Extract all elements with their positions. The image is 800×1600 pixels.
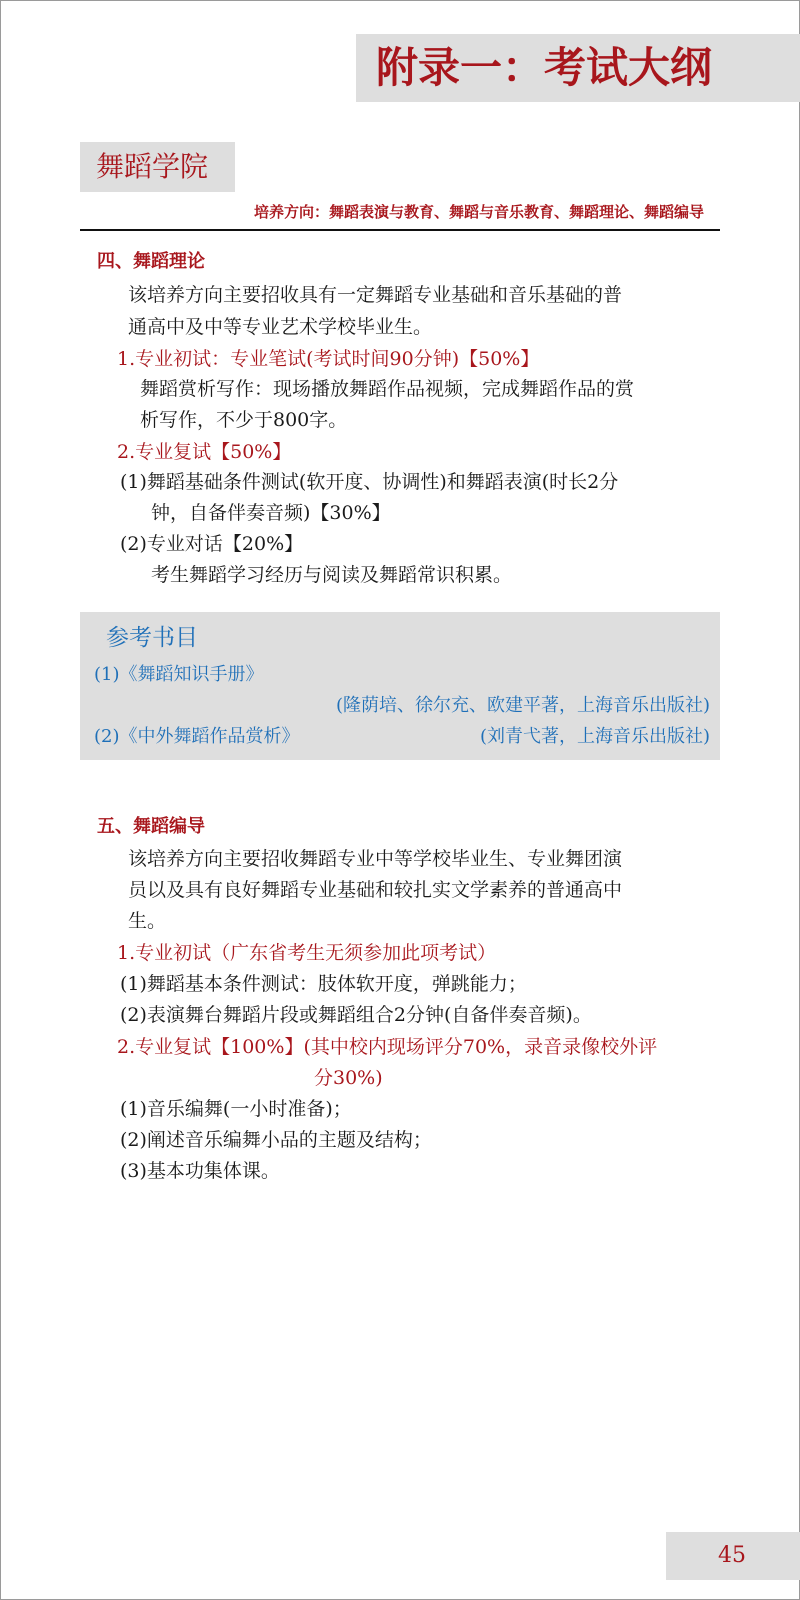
section-four-prelim-title: 1.专业初试：专业笔试(考试时间90分钟)【50%】 <box>117 348 540 370</box>
section-four-prelim-line: 舞蹈赏析写作：现场播放舞蹈作品视频，完成舞蹈作品的赏 <box>140 378 635 400</box>
section-five-prelim-title: 1.专业初试（广东省考生无须参加此项考试） <box>117 942 497 964</box>
section-four-retest-item-detail: 考生舞蹈学习经历与阅读及舞蹈常识积累。 <box>151 564 513 586</box>
section-five-intro-line: 生。 <box>128 910 167 932</box>
section-five-intro-line: 该培养方向主要招收舞蹈专业中等学校毕业生、专业舞团演 <box>128 848 623 870</box>
section-five-retest-title: 2.专业复试【100%】(其中校内现场评分70%，录音录像校外评 <box>117 1036 658 1058</box>
section-four-retest-item-cont: 钟，自备伴奏音频)【30%】 <box>151 502 391 524</box>
section-four-retest-item: (1)舞蹈基础条件测试(软开度、协调性)和舞蹈表演(时长2分 <box>120 471 619 493</box>
reference-book: (1)《舞蹈知识手册》 <box>94 664 264 685</box>
section-five-retest-item: (1)音乐编舞(一小时准备)； <box>120 1098 352 1120</box>
section-five-prelim-item: (2)表演舞台舞蹈片段或舞蹈组合2分钟(自备伴奏音频)。 <box>120 1004 592 1026</box>
appendix-title: 附录一：考试大纲 <box>376 43 713 92</box>
reference-author: (隆荫培、徐尔充、欧建平著，上海音乐出版社) <box>335 695 710 716</box>
section-five-intro-line: 员以及具有良好舞蹈专业基础和较扎实文学素养的普通高中 <box>128 879 623 901</box>
section-five-retest-item: (2)阐述音乐编舞小品的主题及结构； <box>120 1129 432 1151</box>
college-box <box>80 142 235 192</box>
section-five-retest-title-cont: 分30%) <box>314 1067 383 1089</box>
section-four-prelim-line: 析写作，不少于800字。 <box>140 409 348 431</box>
section-five-retest-item: (3)基本功集体课。 <box>120 1160 280 1182</box>
section-four-intro-line: 通高中及中等专业艺术学校毕业生。 <box>128 316 433 338</box>
page-number-box <box>666 1532 800 1580</box>
references-title: 参考书目 <box>106 625 198 651</box>
section-four-intro-line: 该培养方向主要招收具有一定舞蹈专业基础和音乐基础的普 <box>128 284 623 306</box>
appendix-banner <box>356 34 800 102</box>
college-title: 舞蹈学院 <box>96 150 209 183</box>
references-panel <box>80 612 720 760</box>
header-divider <box>80 229 720 231</box>
section-five-heading: 五、舞蹈编导 <box>97 816 205 837</box>
page-number: 45 <box>718 1543 746 1568</box>
training-directions: 培养方向：舞蹈表演与教育、舞蹈与音乐教育、舞蹈理论、舞蹈编导 <box>253 203 704 221</box>
section-five-prelim-item: (1)舞蹈基本条件测试：肢体软开度，弹跳能力； <box>120 973 527 995</box>
section-four-retest-title: 2.专业复试【50%】 <box>117 441 292 463</box>
section-four-heading: 四、舞蹈理论 <box>97 251 205 272</box>
reference-author: (刘青弋著，上海音乐出版社) <box>479 726 710 747</box>
section-four-retest-item: (2)专业对话【20%】 <box>120 533 304 555</box>
reference-book: (2)《中外舞蹈作品赏析》 <box>94 726 300 747</box>
